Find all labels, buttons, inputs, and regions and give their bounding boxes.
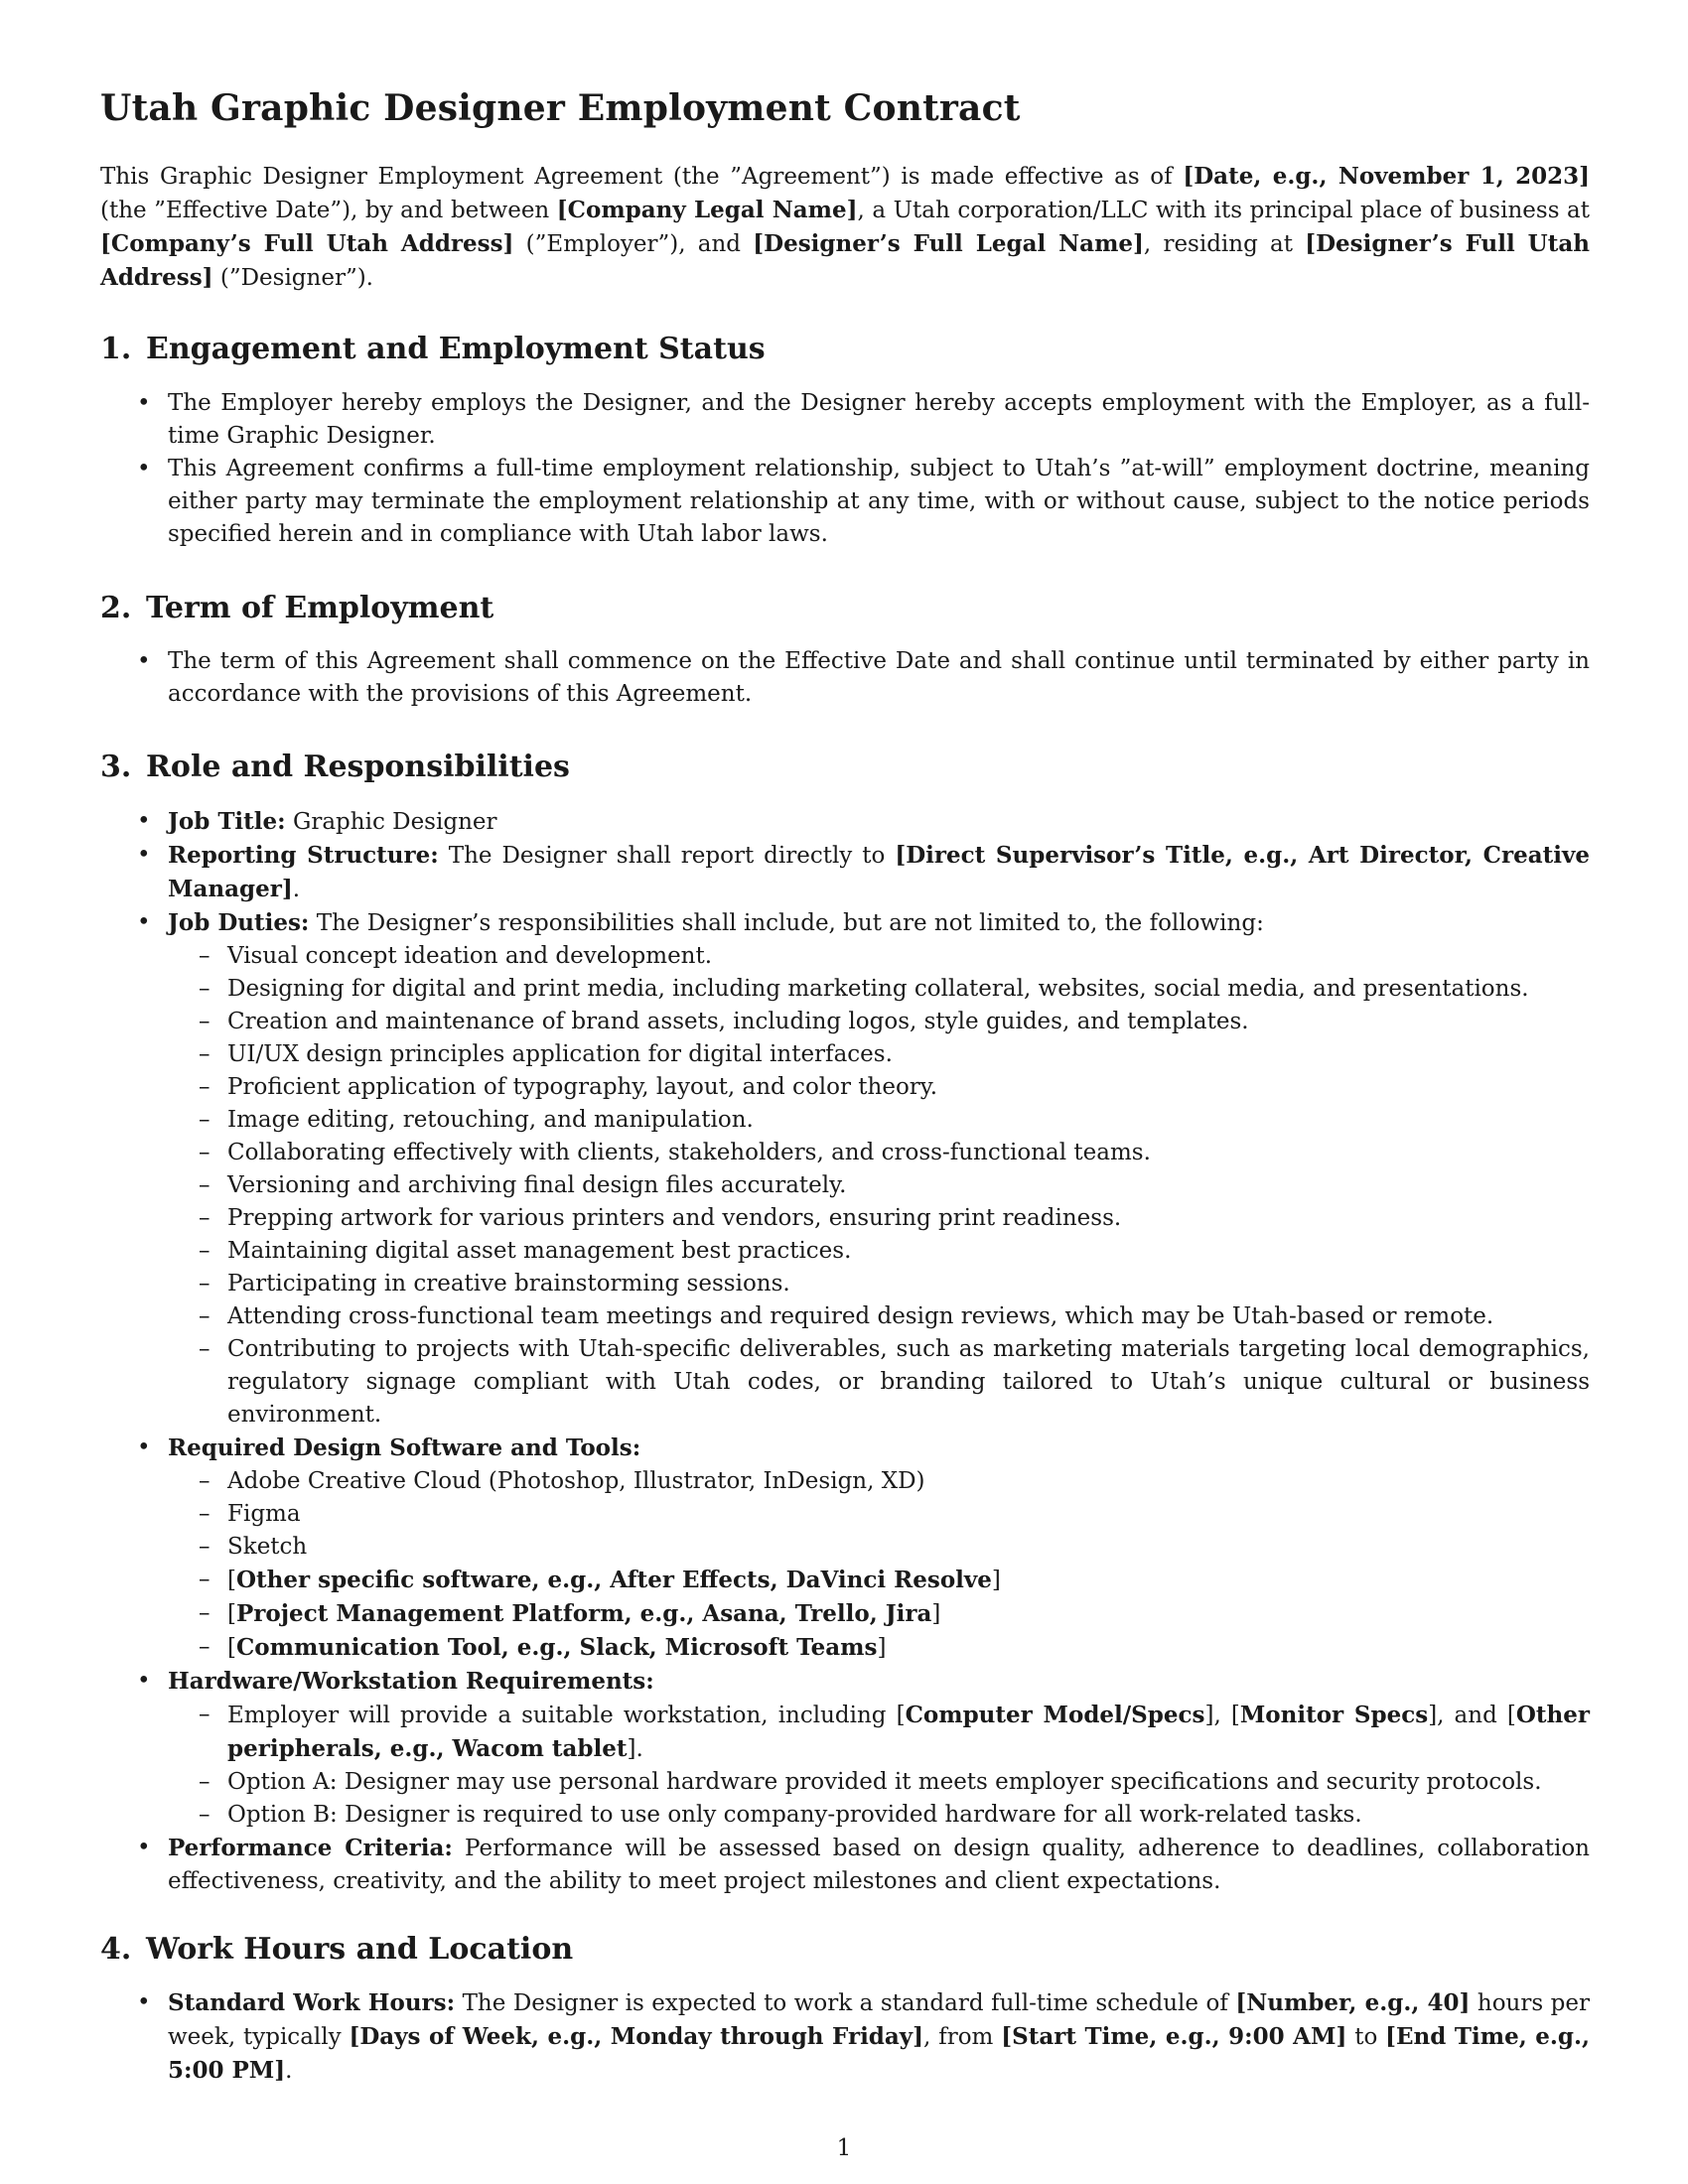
- duties-sublist: [168, 940, 1590, 1432]
- sub-item: – Versioning and archiving final design files accurately.: [168, 1169, 1590, 1202]
- list-item: • This Agreement confirms a full-time employment relationship, subject to Utah’s ”at-will” employment doctrine, meaning either party may terminate the employment relationship at any time, with or without cause, subject to the notice periods specified herein and in compliance with Utah labor laws.: [100, 453, 1590, 551]
- intro-paragraph: [100, 160, 1590, 295]
- item-text: The Designer’s responsibilities shall include, but are not limited to, the following:: [309, 910, 1264, 936]
- sub-item: – Adobe Creative Cloud (Photoshop, Illustrator, InDesign, XD): [168, 1465, 1590, 1498]
- sub-item: – Designing for digital and print media, including marketing collateral, websites, social media, and presentations.: [168, 973, 1590, 1006]
- list-item-work-hours: [100, 1986, 1590, 2088]
- section-4-list: [100, 1986, 1590, 2088]
- item-text: , from: [923, 2024, 1002, 2050]
- item-text: .: [292, 877, 301, 902]
- item-label: Standard Work Hours:: [168, 1989, 456, 2016]
- days-placeholder: [Days of Week, e.g., Monday through Friday]: [349, 2023, 924, 2050]
- section-2-list: [100, 645, 1590, 711]
- list-item-software: [100, 1432, 1590, 1665]
- designer-address-placeholder: [Designer’s Full Utah Address]: [100, 230, 1590, 291]
- sub-item: – [Other specific software, e.g., After Effects, DaVinci Resolve]: [168, 1564, 1590, 1597]
- sub-item: – Collaborating effectively with clients, stakeholders, and cross-functional teams.: [168, 1137, 1590, 1169]
- sub-item: – Attending cross-functional team meetings and required design reviews, which may be Utah-based or remote.: [168, 1300, 1590, 1333]
- item-label: Hardware/Workstation Requirements:: [168, 1668, 654, 1695]
- software-sublist: [168, 1465, 1590, 1665]
- list-item: • The Employer hereby employs the Designer, and the Designer hereby accepts employment with the Employer, as a full-time Graphic Designer.: [100, 387, 1590, 453]
- item-text: hours per week, typically: [168, 1990, 1590, 2050]
- item-label: Job Duties:: [168, 909, 310, 936]
- sub-item: – Maintaining digital asset management best practices.: [168, 1235, 1590, 1268]
- company-address-placeholder: [Company’s Full Utah Address]: [100, 230, 514, 257]
- sub-item: – Sketch: [168, 1531, 1590, 1564]
- list-item-reporting: [100, 839, 1590, 906]
- item-label: Required Design Software and Tools:: [168, 1434, 641, 1461]
- section-1-list: [100, 387, 1590, 551]
- section-number: 2.: [100, 591, 132, 625]
- item-text: .: [285, 2058, 293, 2084]
- computer-placeholder: Computer Model/Specs: [905, 1702, 1205, 1728]
- sub-item: – Prepping artwork for various printers and vendors, ensuring print readiness.: [168, 1202, 1590, 1235]
- section-title: Role and Responsibilities: [146, 750, 570, 784]
- sub-item: – Visual concept ideation and development.: [168, 940, 1590, 973]
- document-title: Utah Graphic Designer Employment Contract: [100, 87, 1021, 129]
- start-time-placeholder: [Start Time, e.g., 9:00 AM]: [1001, 2023, 1347, 2050]
- intro-text: (the ”Effective Date”), by and between: [100, 198, 557, 223]
- sub-item: – Image editing, retouching, and manipulation.: [168, 1104, 1590, 1137]
- list-item-job-title: [100, 805, 1590, 839]
- section-title: Work Hours and Location: [146, 1932, 574, 1967]
- communication-tool-placeholder: Communication Tool, e.g., Slack, Microsoft Teams: [235, 1634, 878, 1661]
- sub-item: – Employer will provide a suitable workstation, including [Computer Model/Specs], [Monitor Specs], and [Other peripherals, e.g., Wacom tablet].: [168, 1699, 1590, 1766]
- page-number: 1: [836, 2135, 852, 2161]
- monitor-placeholder: Monitor Specs: [1239, 1702, 1429, 1728]
- item-label: Job Title:: [168, 808, 286, 835]
- sub-item: – Proficient application of typography, layout, and color theory.: [168, 1071, 1590, 1104]
- sub-item: – [Project Management Platform, e.g., Asana, Trello, Jira]: [168, 1597, 1590, 1631]
- date-placeholder: [Date, e.g., November 1, 2023]: [1183, 163, 1590, 190]
- item-text: to: [1346, 2024, 1386, 2050]
- list-item-hardware: [100, 1665, 1590, 1832]
- hardware-sublist: [168, 1699, 1590, 1832]
- item-text: The Designer is expected to work a standard full-time schedule of: [455, 1990, 1236, 2016]
- section-4-heading: [100, 1932, 573, 1967]
- list-item-job-duties: [100, 906, 1590, 1432]
- section-number: 4.: [100, 1932, 132, 1967]
- intro-text: , residing at: [1143, 231, 1306, 257]
- section-number: 1.: [100, 332, 132, 366]
- end-time-placeholder: [End Time, e.g., 5:00 PM]: [168, 2023, 1590, 2084]
- sub-item: – Option B: Designer is required to use only company-provided hardware for all work-related tasks.: [168, 1799, 1590, 1832]
- sub-item: – Participating in creative brainstorming sessions.: [168, 1268, 1590, 1300]
- peripherals-placeholder: Other peripherals, e.g., Wacom tablet: [227, 1702, 1590, 1762]
- section-title: Engagement and Employment Status: [146, 332, 766, 366]
- item-label: Performance Criteria:: [168, 1835, 453, 1861]
- sub-item: – [Communication Tool, e.g., Slack, Microsoft Teams]: [168, 1631, 1590, 1665]
- intro-text: , a Utah corporation/LLC with its principal place of business at: [857, 198, 1590, 223]
- list-item-performance: [100, 1832, 1590, 1898]
- section-title: Term of Employment: [146, 591, 494, 625]
- sub-item: – Creation and maintenance of brand assets, including logos, style guides, and templates.: [168, 1006, 1590, 1038]
- item-text: Performance will be assessed based on design quality, adherence to deadlines, collaboration effectiveness, creativity, and the ability to meet project milestones and client expectations.: [168, 1836, 1590, 1894]
- hours-placeholder: [Number, e.g., 40]: [1235, 1989, 1471, 2016]
- item-label: Reporting Structure:: [168, 842, 439, 869]
- intro-text: (”Employer”), and: [513, 231, 754, 257]
- section-1-heading: [100, 332, 766, 366]
- supervisor-placeholder: [Direct Supervisor’s Title, e.g., Art Director, Creative Manager]: [168, 842, 1591, 902]
- item-text: Graphic Designer: [285, 809, 497, 835]
- pm-platform-placeholder: Project Management Platform, e.g., Asana, Trello, Jira: [235, 1600, 932, 1627]
- section-number: 3.: [100, 750, 132, 784]
- section-3-heading: [100, 750, 570, 784]
- sub-item: – Option A: Designer may use personal hardware provided it meets employer specifications and security protocols.: [168, 1766, 1590, 1799]
- intro-text: This Graphic Designer Employment Agreement (the ”Agreement”) is made effective as of: [100, 164, 1184, 190]
- company-name-placeholder: [Company Legal Name]: [556, 197, 858, 223]
- list-item: • The term of this Agreement shall commence on the Effective Date and shall continue until terminated by either party in accordance with the provisions of this Agreement.: [100, 645, 1590, 711]
- intro-text: (”Designer”).: [212, 265, 373, 291]
- section-2-heading: [100, 591, 493, 625]
- section-3-list: [100, 805, 1590, 1898]
- item-text: Employer will provide a suitable workstation, including: [227, 1703, 897, 1728]
- sub-item: – UI/UX design principles application for digital interfaces.: [168, 1038, 1590, 1071]
- sub-item: – Figma: [168, 1498, 1590, 1531]
- sub-item: – Contributing to projects with Utah-specific deliverables, such as marketing materials targeting local demographics, regulatory signage compliant with Utah codes, or branding tailored to Utah’s unique cultural or business environment.: [168, 1333, 1590, 1432]
- software-placeholder: Other specific software, e.g., After Effects, DaVinci Resolve: [235, 1567, 992, 1593]
- designer-name-placeholder: [Designer’s Full Legal Name]: [753, 230, 1144, 257]
- item-text: The Designer shall report directly to: [438, 843, 896, 869]
